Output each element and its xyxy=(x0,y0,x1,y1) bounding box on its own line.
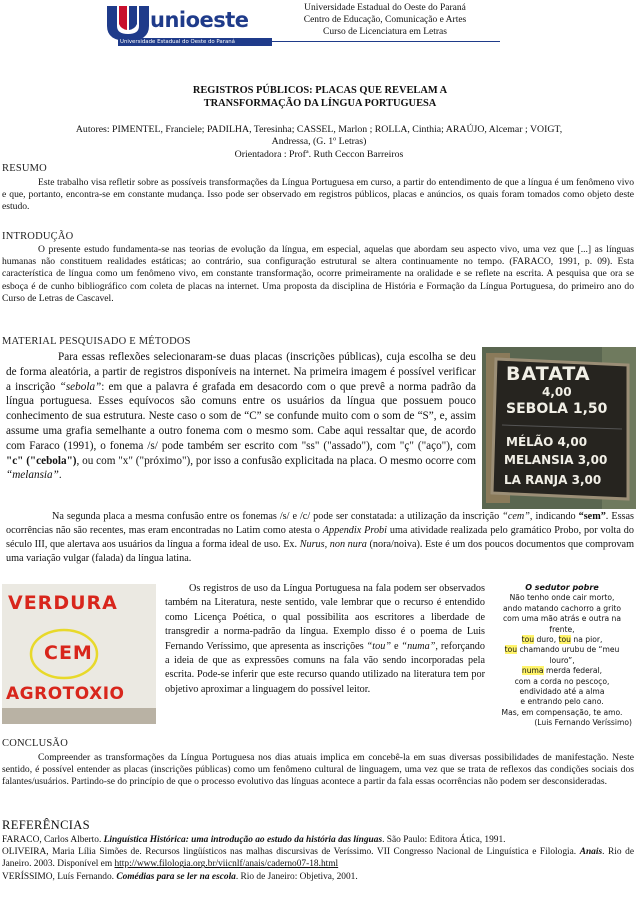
term-cebola: "c" ("cebola") xyxy=(6,454,77,467)
header-rule xyxy=(270,41,500,42)
poem-title: O sedutor pobre xyxy=(525,583,599,592)
sign2-verdura: VERDURA xyxy=(8,592,118,614)
sign1-batata: BATATA xyxy=(506,363,591,385)
authors-block xyxy=(6,124,632,161)
logo-text: unioeste xyxy=(150,8,249,32)
sign1-sebola: SEBOLA 1,50 xyxy=(506,401,608,417)
poem-line: numa merda federal, xyxy=(521,666,603,676)
poem-line: tou chamando urubu de “meu xyxy=(504,645,620,655)
term-cem: “cem” xyxy=(502,511,530,522)
term-nurus: Nurus, non nura xyxy=(299,538,367,550)
poem-highlight: numa xyxy=(521,666,544,676)
reference-item: OLIVEIRA, Maria Lília Simões de. Recursos lingüísticos nas malhas discursivas de Veríssimo. VII Congresso Nacional de Linguística e Filologia. Anais. Rio de Janeiro. 2003. Disponível em http://www.filologia.org.br/viicnlf/anais/caderno07-18.html xyxy=(2,847,634,870)
resumo-heading: RESUMO xyxy=(2,163,47,174)
term-sem: “sem” xyxy=(578,511,606,522)
poem-box xyxy=(492,583,632,729)
institution-line: Universidade Estadual do Oeste do Paraná xyxy=(304,3,466,13)
unioeste-logo-mark xyxy=(105,4,151,42)
authors-line: Autores: PIMENTEL, Franciele; PADILHA, Teresinha; CASSEL, Marlon ; ROLLA, Cinthia; ARAÚJO, Alcemar ; VOIGT, xyxy=(75,124,563,135)
reference-item: VERÍSSIMO, Luís Fernando. Comédias para se ler na escola. Rio de Janeiro: Objetiva, 2001. xyxy=(2,871,358,882)
institution-line: Centro de Educação, Comunicação e Artes xyxy=(303,15,467,26)
poem-highlight: tou xyxy=(521,635,535,645)
poem-line: Não tenho onde cair morto, xyxy=(509,593,615,603)
term-numa: “numa” xyxy=(401,640,436,652)
poem-line: e entrando pelo cano. xyxy=(520,697,604,707)
sign1-melao: MÉLÃO 4,00 xyxy=(506,435,588,449)
reference-link[interactable]: http://www.filologia.org.br/viicnlf/anais/caderno07-18.html xyxy=(114,859,339,870)
authors-group: Andressa, (G. 1º Letras) xyxy=(271,136,367,148)
conclusao-heading: CONCLUSÃO xyxy=(2,738,68,749)
introducao-text: O presente estudo fundamenta-se nas teorias de evolução da língua, em especial, aquelas que abordam seu aspecto vivo, uma vez que [...] as línguas humanas não constituem realidades estáticas; ao contrário, sua configuração estrutural se altera continuamente no tempo. (FARACO, 1991, p. 09). Esta característica de língua como um fenômeno vivo, em constante transformação, ocorre primeiramente na oralidade e se reflete na escrita. A pesquisa que ora se esboça é de cunho bibliográfico com coleta de placas na internet. Uma proposta da disciplina de História e Formação da Língua Portuguesa, do primeiro ano do Curso de Letras de Cascavel. xyxy=(2,244,634,304)
advisor-line: Orientadora : Profª. Ruth Ceccon Barreiros xyxy=(234,148,404,160)
resumo-text: Este trabalho visa refletir sobre as possíveis transformações da Língua Portuguesa em curso, a partir do entendimento de que a língua é um fenômeno vivo e que, portanto, encontra-se em constante mudança. Isso pode ser observado em registros públicos, placas e anúncios, os quais foram tomados como objeto deste estudo. xyxy=(2,177,634,213)
sign1-laranja: LA RANJA 3,00 xyxy=(504,473,602,487)
conclusao-text: Compreender as transformações da Língua Portuguesa nos dias atuais implica em concebê-la em suas diversas possibilidades de manifestação. Neste sentido, é possível entender as placas (inscrições públicas) como um fenômeno cultural de linguagem, uma vez que se trata de reflexos das condições sociais dos falantes/usuários. Partindo-se do princípio de que o processo evolutivo das línguas acontece a partir da fala essas ocorrências não podem ser desconsideradas. xyxy=(2,752,634,788)
references-list xyxy=(2,834,634,883)
institution-line: Curso de Licenciatura em Letras xyxy=(323,27,447,38)
reference-item: FARACO, Carlos Alberto. Linguística Histórica: uma introdução ao estudo da história das línguas. São Paulo: Editora Ática, 1991. xyxy=(2,835,506,845)
poem-line: louro”, xyxy=(549,655,575,665)
paper-title xyxy=(140,84,500,110)
term-sebola: “sebola” xyxy=(59,380,102,393)
introducao-heading: INTRODUÇÃO xyxy=(2,231,74,242)
poem-line: ando matando cachorro a grito xyxy=(503,603,621,613)
sign1-melansia: MELANSIA 3,00 xyxy=(504,453,608,467)
term-appendix-probi: Appendix Probi xyxy=(322,524,387,536)
institution-block xyxy=(270,2,500,42)
title-line: TRANSFORMAÇÃO DA LÍNGUA PORTUGUESA xyxy=(203,98,437,109)
title-line: REGISTROS PÚBLICOS: PLACAS QUE REVELAM A xyxy=(192,85,448,96)
poem-line: com uma mão atrás e outra na xyxy=(503,614,621,624)
metodos-heading: MATERIAL PESQUISADO E MÉTODOS xyxy=(2,336,191,347)
sign1-price-1: 4,00 xyxy=(542,385,572,399)
metodos-paragraph-1: Para essas reflexões selecionaram-se duas placas (inscrições públicas), cuja escolha se deu de forma aleatória, a partir de registros disponíveis na internet. Na primeira imagem é possível verificar a inscrição “sebola”: em que a palavra é grafada em desacordo com o que prevê a norma padrão da língua portuguesa. Esses equívocos são comuns entre os usuários da língua que possuem pouco conhecimento de sua estrutura. Neste caso o som de “C” se confunde muito com o som de “S”, e, assim assume uma grafia semelhante a outro fonema com o mesmo som. Cabe aqui ressaltar que, de acordo com Faraco (1991), o fonema /s/ pode também ser escrito com "ss" ("assado"), com "ç" ("aço"), com "c" ("cebola"), ou com "x" ("próximo"), por isso a confusão explicitada na placa. O mesmo ocorre com “melansia”. xyxy=(6,351,476,482)
sign2-agrotoxio: AGROTOXIO xyxy=(6,684,125,704)
poem-line: frente, xyxy=(549,624,575,634)
poem-highlight: tou xyxy=(558,635,571,645)
sign2-cem: CEM xyxy=(44,642,93,664)
poem-author: (Luis Fernando Veríssimo) xyxy=(534,718,632,728)
metodos-paragraph-3: Os registros de uso da Língua Portuguesa na fala podem ser observados também na Literatura, neste sentido, vale lembrar que o recurso é entendido como Licença Poética, o qual possibilita aos escritores a liberdade de transgredir a norma-padrão da língua. Exemplo disso é o poema de Luis Fernando Veríssimo, que apresenta as inscrições “tou” e “numa”, reforçando a ideia de que as expressões comuns na fala vão sendo incorporadas pela escrita. Pode-se inferir que este recurso quando utilizado na literatura tem por objetivo aproximar a linguagem do possível leitor. xyxy=(165,583,485,695)
sign-photo-1 xyxy=(482,347,636,509)
sign-photo-2 xyxy=(2,584,156,724)
poem-highlight: tou xyxy=(504,645,518,655)
metodos-paragraph-2: Na segunda placa a mesma confusão entre os fonemas /s/ e /c/ pode ser constatada: a utilização da inscrição “cem”, indicando “sem”. Essas ocorrências não são recentes, mas eram encontradas no Latim como atesta o Appendix Probi uma atividade realizada pelo gramático Probo, por volta do século III, que alertava aos usuários da língua a forma ideal de uso. Ex. Nurus, non nura (nora/noiva). Este é um dos poucos documentos que comprovam uma variação vulgar (falada) da língua latina. xyxy=(6,511,634,564)
poem-line: tou duro, tou na pior, xyxy=(521,635,603,645)
poem-line: com a corda no pescoço, xyxy=(514,676,610,686)
term-melansia: “melansia” xyxy=(6,469,59,482)
poem-line: endividado até a alma xyxy=(519,687,605,697)
term-tou: “tou” xyxy=(366,640,391,652)
logo-subtitle: Universidade Estadual do Oeste do Paraná xyxy=(118,38,272,46)
poem-line: Mas, em compensação, te amo. xyxy=(501,707,623,717)
referencias-heading: REFERÊNCIAS xyxy=(2,818,90,832)
